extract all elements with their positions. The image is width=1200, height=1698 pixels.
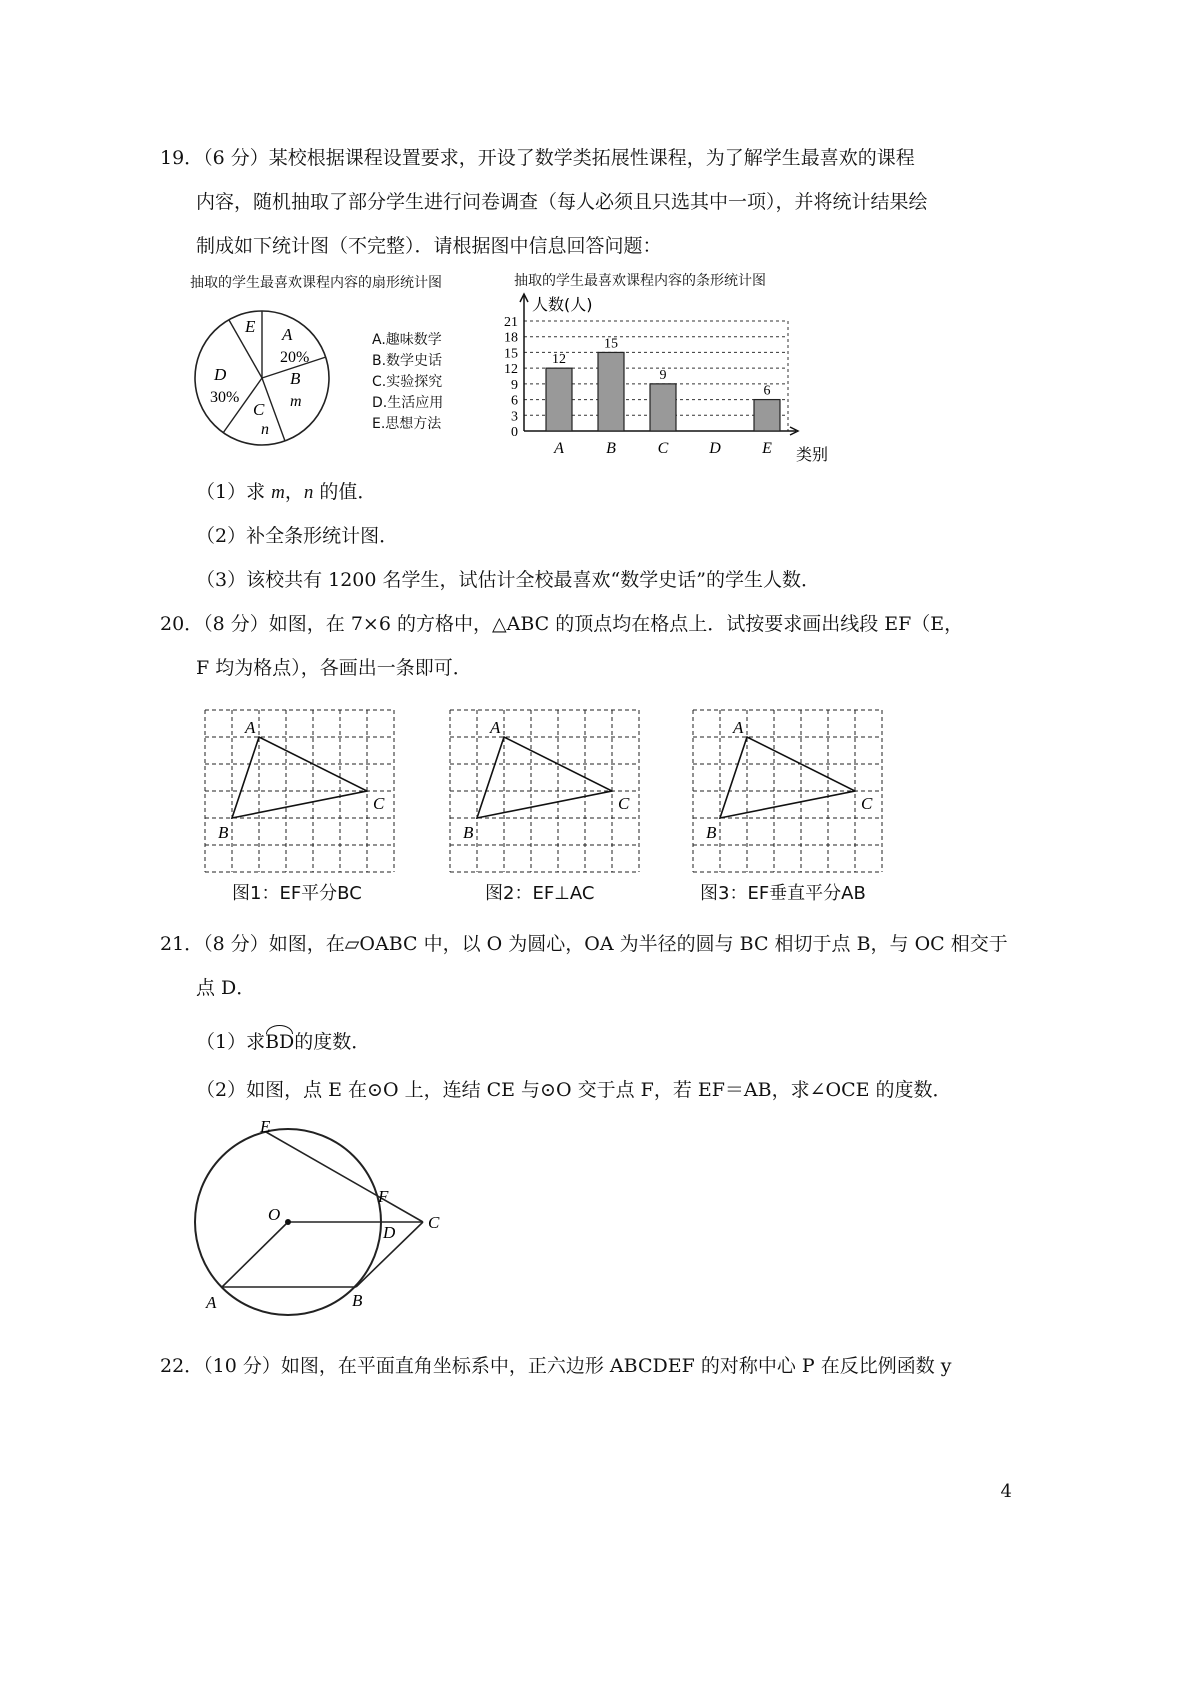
bar-ytick-label: 21 xyxy=(504,315,518,330)
grid-label-b: B xyxy=(706,823,717,842)
bar-ytick-label: 0 xyxy=(511,425,518,440)
q21-sub1-text-a: （1）求 xyxy=(196,1031,266,1053)
pie-value-B: m xyxy=(290,393,302,410)
page-number: 4 xyxy=(1000,1481,1012,1502)
grid-label-c: C xyxy=(618,794,630,813)
pie-label-A: A xyxy=(282,325,293,344)
legend-item-d: D.生活应用 xyxy=(372,395,444,411)
bar-ytick-label: 6 xyxy=(511,393,518,409)
bar-category-label: B xyxy=(606,440,616,457)
triangle-abc xyxy=(232,737,367,818)
q21-sub1-text-b: 的度数． xyxy=(294,1031,371,1053)
q19-sub1-n: n xyxy=(303,482,314,503)
grid-figure-3 xyxy=(688,705,887,877)
q19-sub3: （3）该校共有 1200 名学生，试估计全校最喜欢“数学史话”的学生人数． xyxy=(196,569,820,591)
q21-sub2: （2）如图，点 E 在⊙O 上，连结 CE 与⊙O 交于点 F，若 EF＝AB，求∠OCE 的度数． xyxy=(196,1079,952,1101)
q21-circle-svg xyxy=(180,1110,460,1320)
q19-line1: 19．（6 分）某校根据课程设置要求，开设了数学类拓展性课程，为了解学生最喜欢的课程 xyxy=(160,147,915,169)
label-o: O xyxy=(268,1205,281,1224)
bar-ytick-label: 9 xyxy=(511,377,518,393)
bar-ytick-label: 18 xyxy=(504,330,518,346)
grid-label-c: C xyxy=(861,794,873,813)
q21-circle-figure xyxy=(180,1110,460,1320)
q21-line1: 21．（8 分）如图，在▱OABC 中，以 O 为圆心，OA 为半径的圆与 BC 相切于点 B，与 OC 相交于 xyxy=(160,933,1008,955)
label-e: E xyxy=(260,1117,271,1136)
pie-chart-figure xyxy=(190,268,500,448)
q19-sub2: （2）补全条形统计图． xyxy=(196,525,399,547)
bar-e xyxy=(754,400,780,431)
legend-item-e: E.思想方法 xyxy=(372,416,442,432)
q22-line1: 22．（10 分）如图，在平面直角坐标系中，正六边形 ABCDEF 的对称中心 P 在反比例函数 y xyxy=(160,1355,952,1377)
bar-value-label: 12 xyxy=(552,352,566,368)
pie-chart-title: 抽取的学生最喜欢课程内容的扇形统计图 xyxy=(190,275,442,291)
q20-caption-2: 图2：EF⊥AC xyxy=(485,883,595,904)
pie-value-C: n xyxy=(261,421,269,438)
bar-category-label: C xyxy=(657,440,669,457)
q19-line3: 制成如下统计图（不完整）．请根据图中信息回答问题： xyxy=(196,235,662,257)
pie-legend xyxy=(372,330,443,435)
q19-sub1-text-a: （1）求 xyxy=(196,481,272,503)
triangle-abc xyxy=(477,737,612,818)
pie-label-D: D xyxy=(214,365,227,384)
pie-value-A: 20% xyxy=(280,349,310,366)
pie-value-D: 30% xyxy=(210,389,240,406)
bar-value-label: 15 xyxy=(604,336,618,352)
bar-a xyxy=(546,368,572,431)
q21-line2: 点 D． xyxy=(196,977,256,999)
q20-caption-1: 图1：EF平分BC xyxy=(232,883,362,904)
label-f: F xyxy=(378,1187,389,1206)
q20-line1: 20．（8 分）如图，在 7×6 的方格中，△ABC 的顶点均在格点上．试按要求画出线段 EF（E， xyxy=(160,613,964,635)
label-a: A xyxy=(206,1293,217,1312)
bar-ytick-label: 3 xyxy=(511,409,518,425)
bar-c xyxy=(650,384,676,431)
q19-sub1-m: m xyxy=(271,482,285,503)
legend-item-b: B.数学史话 xyxy=(372,353,443,369)
center-o-dot xyxy=(285,1219,291,1225)
pie-label-E: E xyxy=(245,317,256,336)
q20-line2: F 均为格点），各画出一条即可． xyxy=(196,657,472,679)
grid-label-a: A xyxy=(245,718,256,737)
legend-item-a: A.趣味数学 xyxy=(372,332,442,348)
grid-label-b: B xyxy=(463,823,474,842)
pie-label-C: C xyxy=(253,400,265,419)
q19-sub1-text-b: 的值． xyxy=(313,481,377,503)
grid-label-a: A xyxy=(490,718,501,737)
grid-figure-1 xyxy=(200,705,399,877)
bar-chart-svg xyxy=(496,288,846,468)
bar-chart-title: 抽取的学生最喜欢课程内容的条形统计图 xyxy=(514,273,766,289)
pie-chart-svg xyxy=(190,288,500,448)
pie-label-B: B xyxy=(290,369,301,388)
bar-category-label: D xyxy=(709,440,721,457)
triangle-abc xyxy=(720,737,855,818)
grid-label-c: C xyxy=(373,794,385,813)
q19-sub1 xyxy=(196,480,376,505)
bar-category-label: A xyxy=(554,440,564,457)
segment-ec xyxy=(266,1132,423,1222)
arc-bd-symbol: BD xyxy=(265,1031,295,1053)
bar-chart-ylabel: 人数(人) xyxy=(532,295,593,314)
bar-ytick-label: 12 xyxy=(504,362,518,378)
bar-b xyxy=(598,352,624,431)
bar-chart-xlabel: 类别 xyxy=(796,445,829,464)
q21-sub1 xyxy=(196,1030,370,1054)
label-b: B xyxy=(352,1291,363,1310)
bar-value-label: 9 xyxy=(659,367,667,383)
grid-label-a: A xyxy=(733,718,744,737)
q19-sub1-sep: ， xyxy=(284,481,304,503)
q19-line2: 内容，随机抽取了部分学生进行问卷调查（每人必须且只选其中一项），并将统计结果绘 xyxy=(196,191,928,213)
segment-oa xyxy=(222,1222,288,1287)
bar-value-label: 6 xyxy=(763,383,771,399)
legend-item-c: C.实验探究 xyxy=(372,374,443,390)
grid-label-b: B xyxy=(218,823,229,842)
bar-ytick-label: 15 xyxy=(504,346,518,362)
bar-category-label: E xyxy=(762,440,772,457)
label-c: C xyxy=(428,1213,440,1232)
grid-figure-2 xyxy=(445,705,644,877)
q20-caption-3: 图3：EF垂直平分AB xyxy=(700,883,866,904)
label-d: D xyxy=(383,1223,396,1242)
bar-chart-figure xyxy=(496,268,846,468)
